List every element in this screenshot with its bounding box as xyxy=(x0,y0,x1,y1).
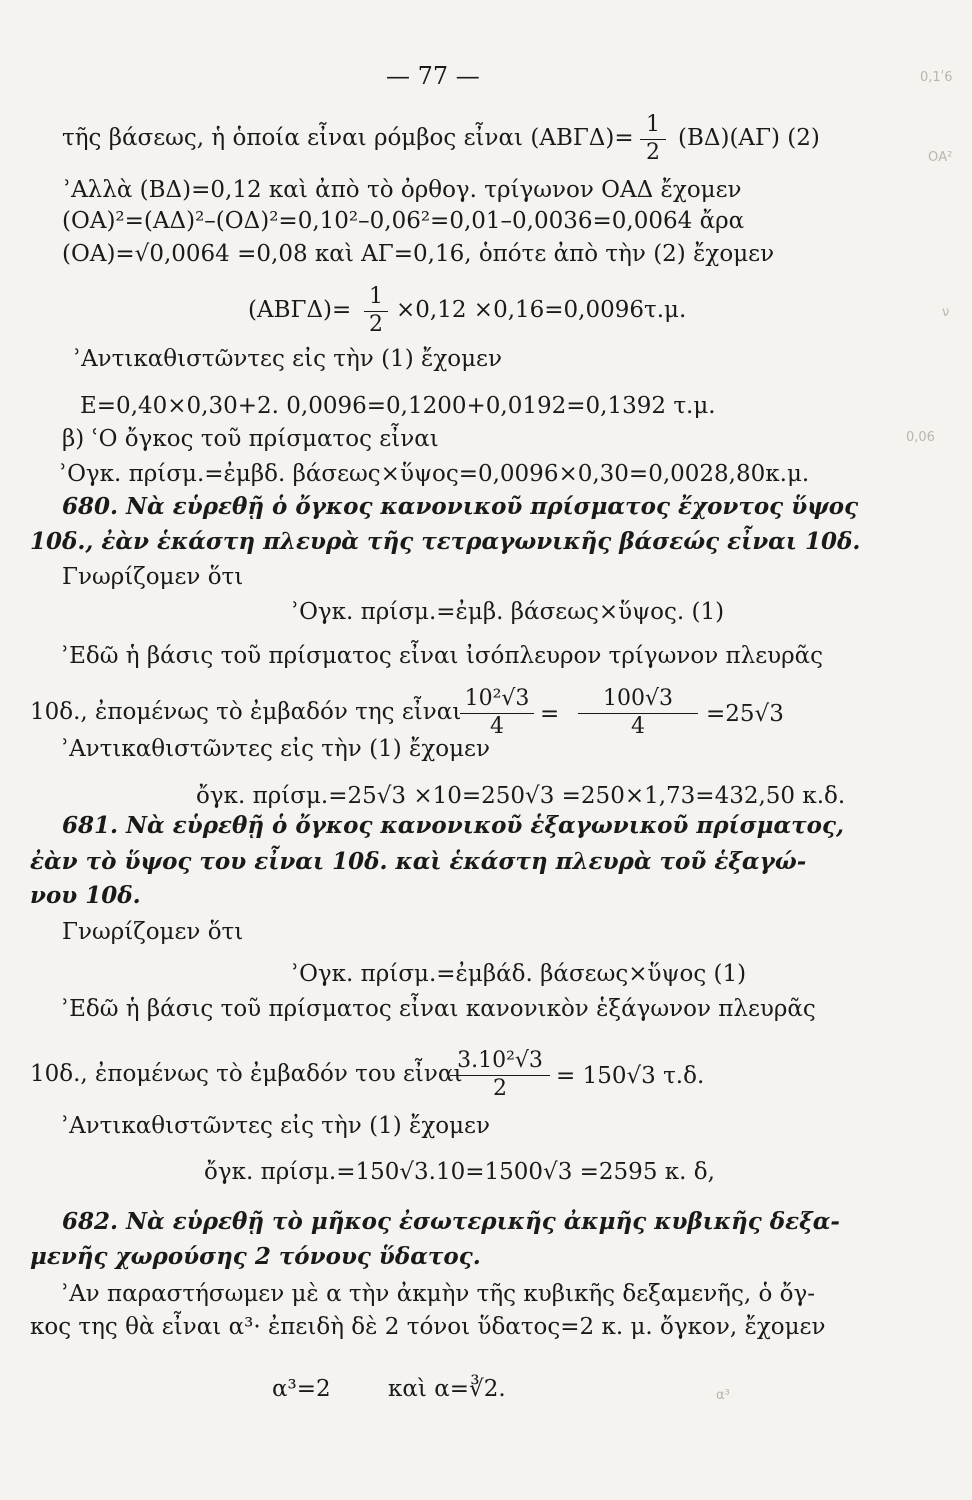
page-number: — 77 — xyxy=(386,62,480,90)
text-line: (ΟΑ)=√0,0064 =0,08 καὶ ΑΓ=0,16, ὁπότε ἀπὸ τὴν (2) ἔχομεν xyxy=(62,241,775,267)
text-line: ʾΕδῶ ἡ βάσις τοῦ πρίσματος εἶναι ἰσόπλευρον τρίγωνον πλευρᾶς xyxy=(62,643,824,669)
margin-note: ν xyxy=(942,305,950,320)
margin-note: 0,1ʹ6 xyxy=(920,70,953,85)
text-line: ʾΟγκ. πρίσμ.=ἐμβάδ. βάσεως×ὕψος (1) xyxy=(292,961,747,987)
text-line: (ΒΔ)(ΑΓ) (2) xyxy=(678,125,820,151)
fraction-numerator: 3.10²√3 xyxy=(457,1048,543,1073)
fraction-numerator: 100√3 xyxy=(602,686,673,711)
margin-note: 0,06 xyxy=(906,430,935,445)
text-line: Ε=0,40×0,30+2. 0,0096=0,1200+0,0192=0,1392 τ.μ. xyxy=(80,393,716,419)
fraction-denominator: 2 xyxy=(646,140,660,165)
text-line: (ΑΒΓΔ)= xyxy=(248,297,352,323)
text-line: ʾΟγκ. πρίσμ.=ἐμβ. βάσεως×ὕψος. (1) xyxy=(292,599,725,625)
text-line: Γνωρίζομεν ὅτι xyxy=(62,919,244,945)
text-line: = 150√3 τ.δ. xyxy=(556,1063,705,1089)
text-line: ×0,12 ×0,16=0,0096τ.μ. xyxy=(396,297,687,323)
fraction-denominator: 2 xyxy=(369,312,383,337)
problem-heading-line: 680. Νὰ εὑρεθῇ ὁ ὄγκος κανονικοῦ πρίσματος ἔχοντος ὕψος xyxy=(62,493,859,520)
fraction-denominator: 2 xyxy=(493,1076,507,1101)
text-line: 10δ., ἐπομένως τὸ ἐμβαδόν της εἶναι xyxy=(30,699,462,725)
text-line: ʾΑντικαθιστῶντες εἰς τὴν (1) ἔχομεν xyxy=(62,736,490,762)
text-line: = xyxy=(540,701,560,727)
text-line: β) ʿΟ ὄγκος τοῦ πρίσματος εἶναι xyxy=(62,426,439,452)
text-line: α³=2 xyxy=(272,1376,331,1402)
text-line: ὄγκ. πρίσμ.=150√3.10=1500√3 =2595 κ. δ, xyxy=(204,1159,715,1185)
text-line: (ΟΑ)²=(ΑΔ)²–(ΟΔ)²=0,10²–0,06²=0,01–0,0036=0,0064 ἄρα xyxy=(62,208,745,234)
text-line: Γνωρίζομεν ὅτι xyxy=(62,564,244,590)
text-line: καὶ α=∛2. xyxy=(388,1376,506,1402)
fraction-numerator: 1 xyxy=(369,284,383,309)
margin-note: α³ xyxy=(716,1388,730,1403)
text-line: 10δ., ἐπομένως τὸ ἐμβαδόν του εἶναι xyxy=(30,1061,463,1087)
text-line: ʾΑντικαθιστῶντες εἰς τὴν (1) ἔχομεν xyxy=(74,346,502,372)
fraction-denominator: 4 xyxy=(490,714,504,739)
problem-heading-line: νου 10δ. xyxy=(30,882,141,909)
fraction-denominator: 4 xyxy=(631,714,645,739)
problem-heading-line: 10δ., ἐὰν ἑκάστη πλευρὰ τῆς τετραγωνικῆς βάσεώς εἶναι 10δ. xyxy=(30,528,861,555)
problem-heading-line: 682. Νὰ εὑρεθῇ τὸ μῆκος ἐσωτερικῆς ἀκμῆς κυβικῆς δεξα- xyxy=(62,1208,840,1235)
text-line: ʾΑλλὰ (ΒΔ)=0,12 καὶ ἀπὸ τὸ ὀρθογ. τρίγωνον ΟΑΔ ἔχομεν xyxy=(64,177,742,203)
text-line: κος της θὰ εἶναι α³· ἐπειδὴ δὲ 2 τόνοι ὕδατος=2 κ. μ. ὄγκον, ἔχομεν xyxy=(30,1314,826,1340)
text-line: ʾΟγκ. πρίσμ.=ἐμβδ. βάσεως×ὕψος=0,0096×0,30=0,0028,80κ.μ. xyxy=(60,461,810,487)
fraction-numerator: 10²√3 xyxy=(464,686,530,711)
text-line: ʾΑντικαθιστῶντες εἰς τὴν (1) ἔχομεν xyxy=(62,1113,490,1139)
margin-note: ΟΑ² xyxy=(928,150,953,165)
problem-heading-line: 681. Νὰ εὑρεθῇ ὁ ὄγκος κανονικοῦ ἑξαγωνικοῦ πρίσματος, xyxy=(62,812,844,839)
text-line: =25√3 xyxy=(706,701,784,727)
text-line: ὄγκ. πρίσμ.=25√3 ×10=250√3 =250×1,73=432,50 κ.δ. xyxy=(196,783,846,809)
text-line: τῆς βάσεως, ἡ ὁποία εἶναι ρόμβος εἶναι (ΑΒΓΔ)= xyxy=(62,125,634,151)
fraction-numerator: 1 xyxy=(646,112,660,137)
problem-heading-line: ἐὰν τὸ ὕψος του εἶναι 10δ. καὶ ἑκάστη πλευρὰ τοῦ ἑξαγώ- xyxy=(30,848,807,875)
problem-heading-line: μενῆς χωρούσης 2 τόνους ὕδατος. xyxy=(30,1243,481,1270)
text-line: ʾΕδῶ ἡ βάσις τοῦ πρίσματος εἶναι κανονικὸν ἑξάγωνον πλευρᾶς xyxy=(62,996,816,1022)
text-line: ʾΑν παραστήσωμεν μὲ α τὴν ἀκμὴν τῆς κυβικῆς δεξαμενῆς, ὁ ὄγ- xyxy=(62,1281,815,1307)
